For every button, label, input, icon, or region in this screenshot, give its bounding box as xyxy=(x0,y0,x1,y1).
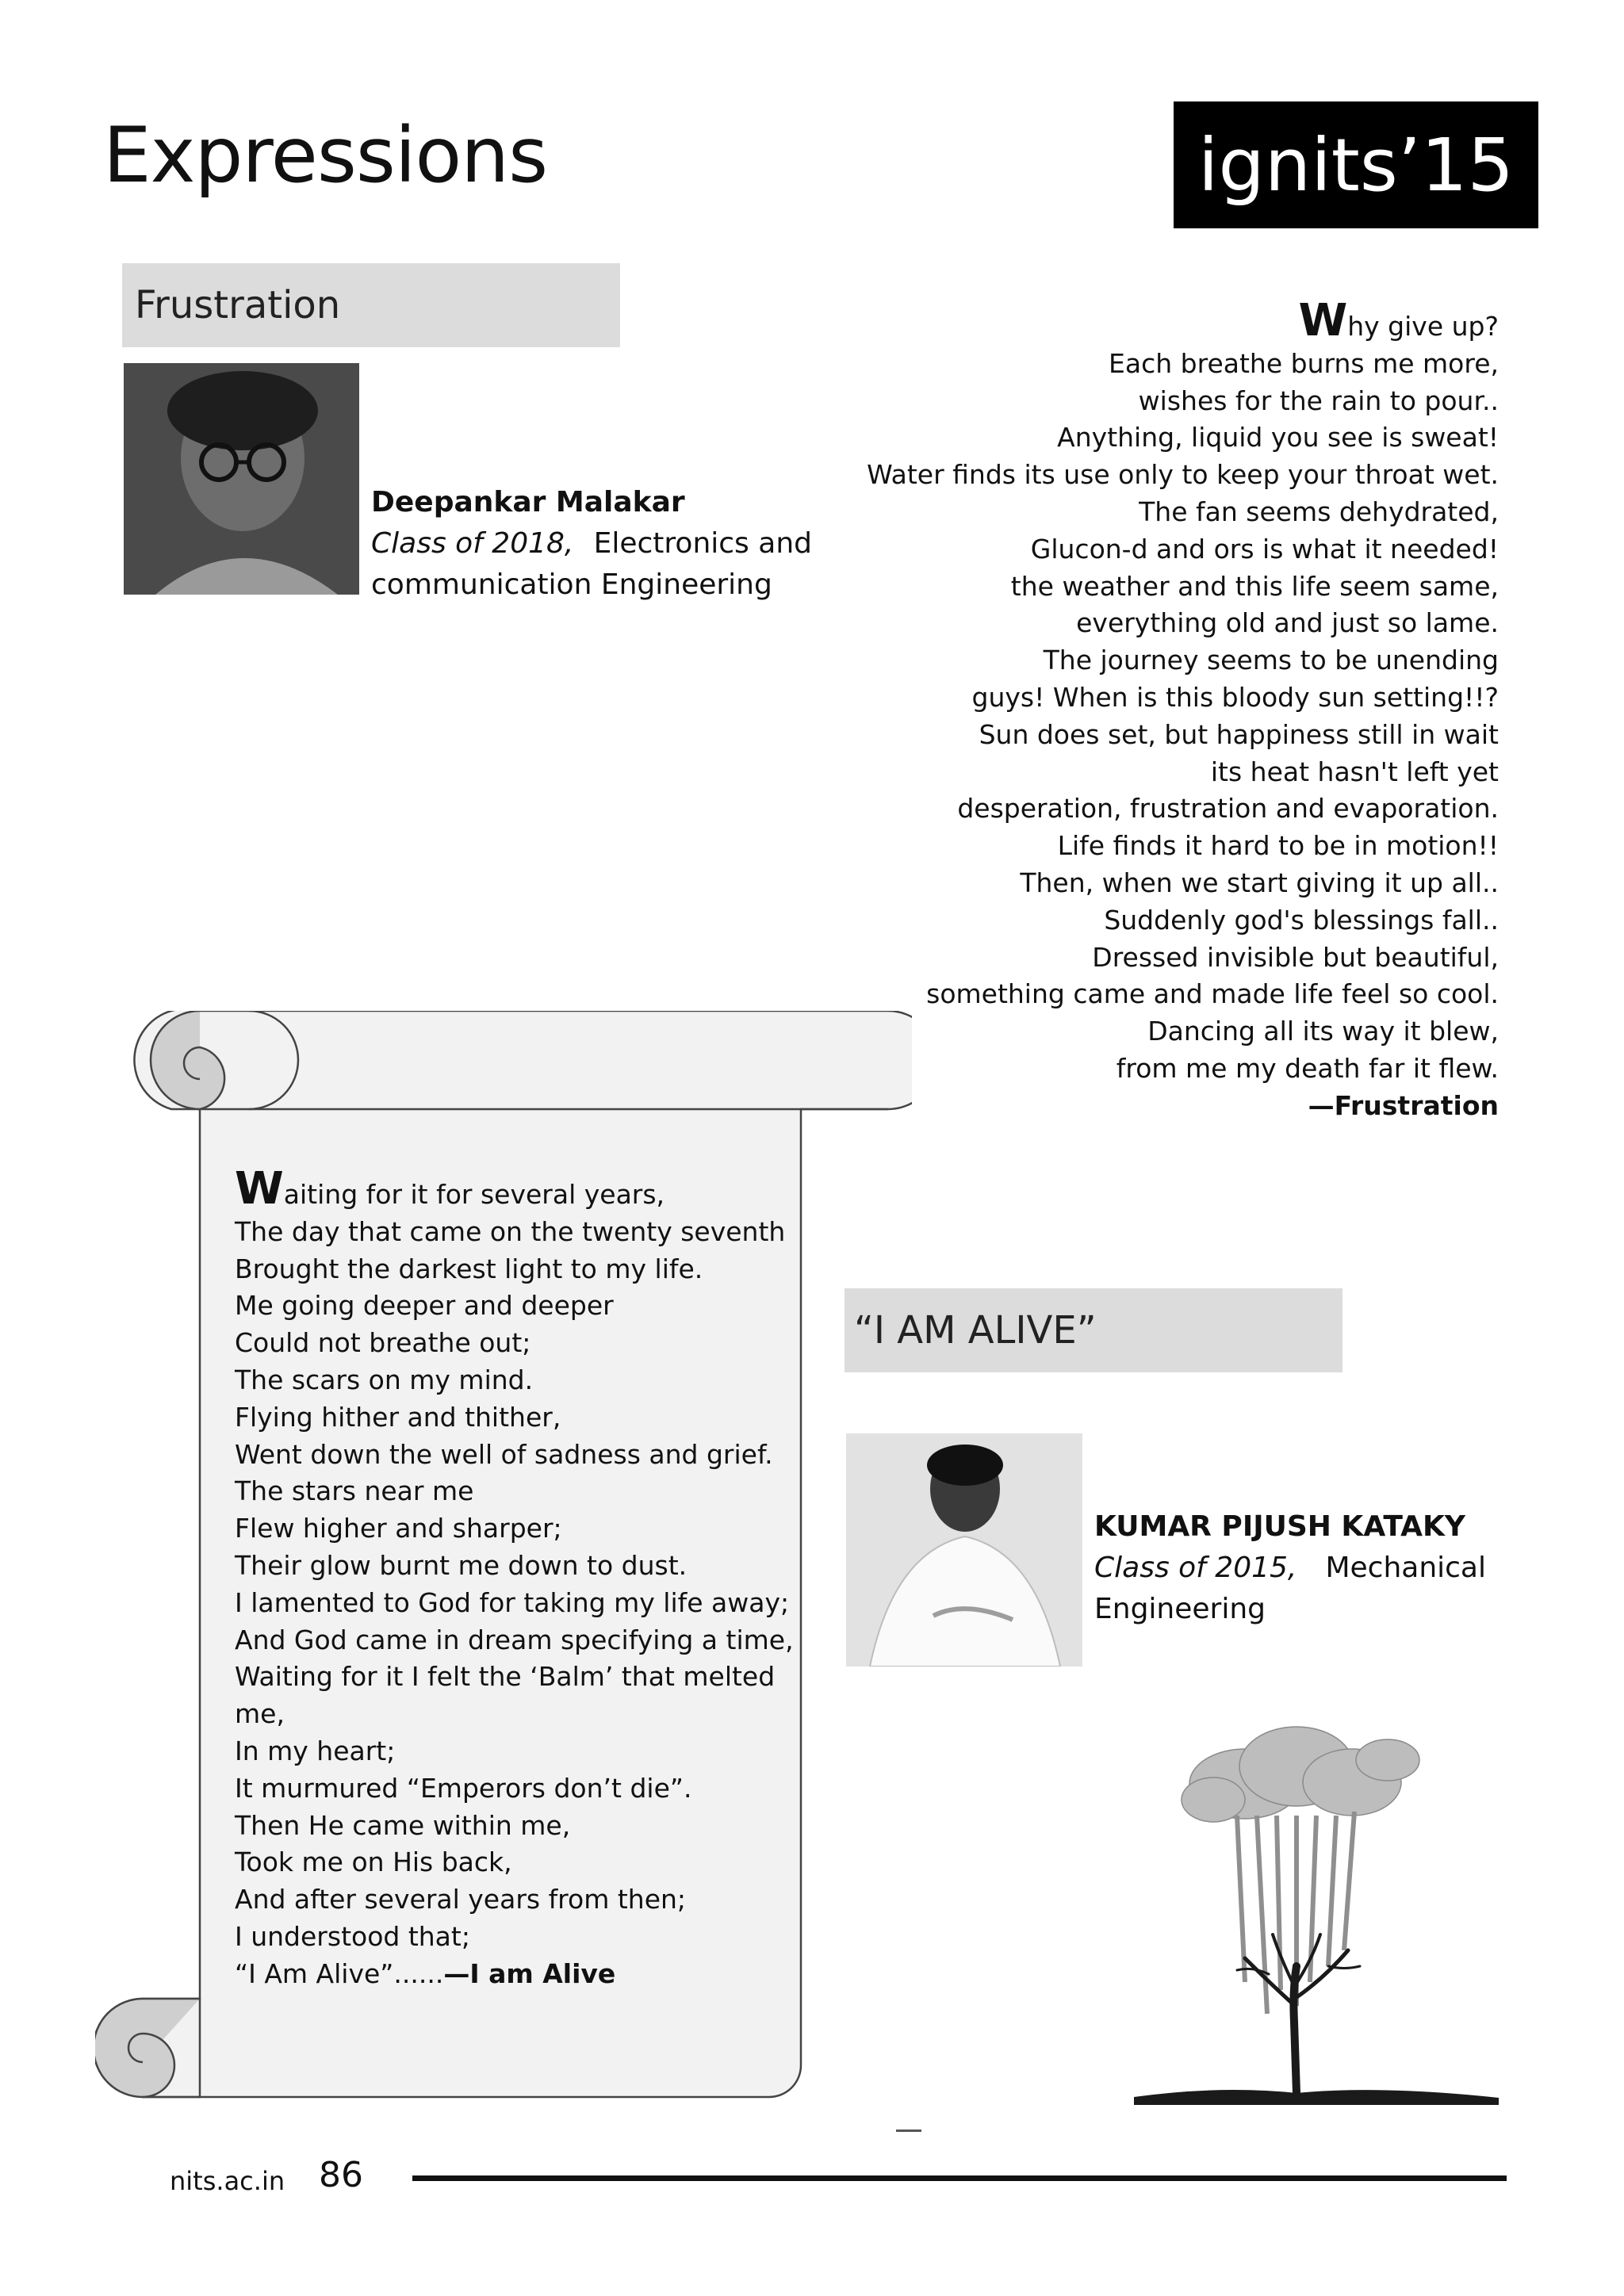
poem-line: its heat hasn't left yet xyxy=(1210,756,1499,787)
poem-line: me, xyxy=(235,1698,285,1730)
poem-line: wishes for the rain to pour.. xyxy=(1138,385,1499,416)
divider-dash xyxy=(896,2130,921,2132)
alive-title: “I AM ALIVE” xyxy=(854,1308,1097,1353)
poem-line: It murmured “Emperors don’t die”. xyxy=(235,1772,692,1804)
poem-line: Anything, liquid you see is sweat! xyxy=(1057,422,1499,453)
poem-line: Their glow burnt me down to dust. xyxy=(235,1549,688,1581)
poem-line: Sun does set, but happiness still in wait xyxy=(979,718,1499,750)
poem-line: Took me on His back, xyxy=(235,1846,512,1878)
author-department: Electronics and xyxy=(593,527,812,560)
section-title: Expressions xyxy=(103,111,548,200)
poem-frustration xyxy=(856,295,1499,1125)
poem-line: Then, when we start giving it up all.. xyxy=(1020,867,1499,898)
poem-line: Flew higher and sharper; xyxy=(235,1513,562,1544)
author-department: Mechanical xyxy=(1325,1552,1486,1584)
author-class: Class of 2015, xyxy=(1094,1552,1297,1584)
author-byline-deepankar xyxy=(371,482,812,606)
poem-first-line xyxy=(235,1163,806,1215)
poem-line: Each breathe burns me more, xyxy=(1109,347,1499,379)
poem-line: Went down the well of sadness and grief. xyxy=(235,1438,773,1470)
poem-line: Could not breathe out; xyxy=(235,1327,531,1359)
brand-label: ignits’15 xyxy=(1197,122,1515,208)
poem-line: The fan seems dehydrated, xyxy=(1139,496,1499,527)
poem-line: Water finds its use only to keep your throat wet. xyxy=(867,459,1499,491)
poem-line: guys! When is this bloody sun setting!!? xyxy=(971,681,1499,713)
portrait-illustration xyxy=(846,1433,1082,1667)
poem-dropcap: W xyxy=(1298,295,1348,346)
poem-line: I lamented to God for taking my life away; xyxy=(235,1586,790,1618)
alive-title-bar xyxy=(845,1288,1342,1372)
frustration-title-bar xyxy=(122,263,620,347)
poem-line: Glucon-d and ors is what it needed! xyxy=(1030,533,1499,564)
poem-line: The scars on my mind. xyxy=(235,1364,534,1395)
author-class-line xyxy=(371,523,812,564)
poem-i-am-alive xyxy=(235,1163,806,1993)
poem-line: Then He came within me, xyxy=(235,1809,571,1841)
poem-line: the weather and this life seem same, xyxy=(1010,570,1499,602)
poem-line: desperation, frustration and evaporation. xyxy=(957,793,1499,825)
author-class: Class of 2018, xyxy=(371,527,574,560)
frustration-title: Frustration xyxy=(135,283,341,327)
poem-line: And God came in dream specifying a time, xyxy=(235,1624,794,1655)
poem-line: Me going deeper and deeper xyxy=(235,1290,614,1322)
tree-rain-cloud-illustration xyxy=(1126,1705,1507,2109)
poem-first-text: hy give up? xyxy=(1347,311,1499,342)
portrait-illustration xyxy=(124,363,359,595)
poem-signature: —Frustration xyxy=(1308,1089,1499,1121)
poem-line: from me my death far it flew. xyxy=(1116,1052,1499,1084)
author-name: Deepankar Malakar xyxy=(371,486,685,519)
author-department-cont: communication Engineering xyxy=(371,568,772,601)
poem-line: In my heart; xyxy=(235,1735,396,1766)
page-number: 86 xyxy=(319,2155,363,2195)
author-department-cont: Engineering xyxy=(1094,1593,1266,1625)
poem-line: And after several years from then; xyxy=(235,1884,687,1915)
author-byline-kumar xyxy=(1094,1506,1486,1630)
poem-signature: —I am Alive xyxy=(443,1957,616,1989)
poem-line: Suddenly god's blessings fall.. xyxy=(1104,904,1499,936)
poem-dropcap: W xyxy=(235,1163,284,1215)
poem-line: The day that came on the twenty seventh xyxy=(235,1215,786,1247)
author-class-line xyxy=(1094,1548,1486,1589)
author-photo-deepankar xyxy=(124,363,359,595)
poem-last-line xyxy=(235,1956,806,1993)
poem-line: The stars near me xyxy=(235,1475,474,1507)
poem-line: everything old and just so lame. xyxy=(1076,607,1499,639)
poem-line: The journey seems to be unending xyxy=(1043,645,1499,676)
poem-line: Flying hither and thither, xyxy=(235,1401,561,1433)
brand-badge xyxy=(1174,101,1538,228)
poem-first-text: aiting for it for several years, xyxy=(283,1179,665,1210)
footer-site: nits.ac.in xyxy=(170,2166,285,2196)
poem-line: Dressed invisible but beautiful, xyxy=(1092,941,1499,973)
footer-rule xyxy=(412,2175,1507,2181)
poem-line: something came and made life feel so cool. xyxy=(926,978,1499,1010)
poem-line: Waiting for it I felt the ‘Balm’ that melted xyxy=(235,1661,776,1693)
poem-last-text: “I Am Alive”...... xyxy=(235,1957,444,1989)
author-name: KUMAR PIJUSH KATAKY xyxy=(1094,1510,1465,1543)
poem-first-line xyxy=(856,295,1499,346)
author-photo-kumar xyxy=(846,1433,1082,1667)
poem-line: I understood that; xyxy=(235,1920,470,1952)
poem-line: Dancing all its way it blew, xyxy=(1147,1016,1499,1047)
poem-line: Brought the darkest light to my life. xyxy=(235,1253,703,1284)
poem-line: Life finds it hard to be in motion!! xyxy=(1057,830,1499,862)
